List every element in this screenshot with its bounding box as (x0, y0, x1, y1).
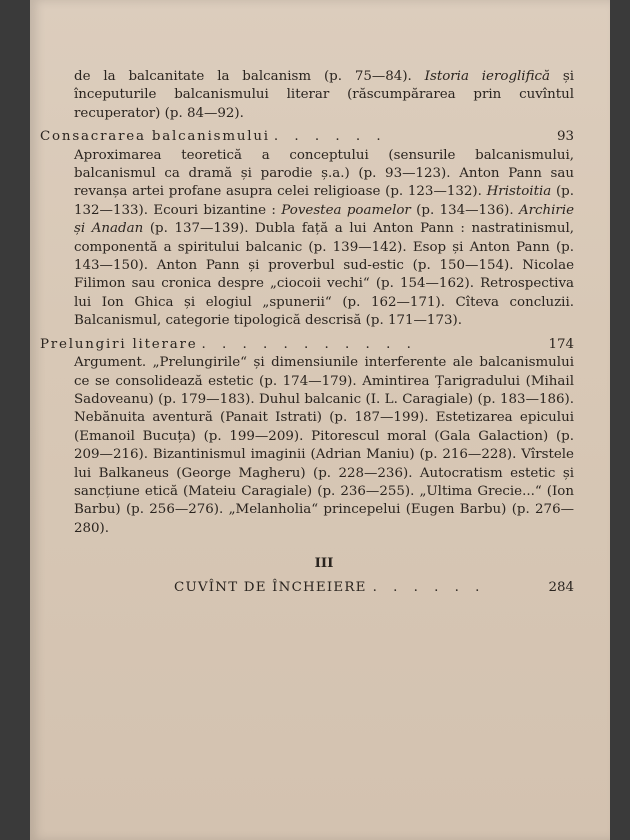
body-text: Aproximarea teoretică a conceptului (sensurile balcanismului, balcanismul ca dramă și parodie ș.a.) (p. 93—123). Anton Pann sau revanșa artei profane asupra celei religioase (p. 123—132). (74, 147, 574, 200)
page-number: 174 (548, 336, 574, 352)
italic-work-title: Hristoitia (486, 184, 552, 200)
body-text: Argument. „Prelungirile“ și dimensiunile interferente ale balcanismului ce se consolidează estetic (p. 174—179). Amintirea Țarigradului (Mihail Sadoveanu) (p. 179—183). Duhul balcanic (I. L. Caragiale) (p. 183—186). Nebănuita aventură (Panait Istrati) (p. 187—199). Estetizarea epicului (Emanoil Bucuța) (p. 199—209). Pitorescul moral (Gala Galaction) (p. 209—216). Bizantinismul imaginii (Adrian Maniu) (p. 216—228). Vîrstele lui Balkaneus (George Magheru) (p. 228—236). Autocratism estetic și sancțiune etică (Mateiu Caragiale) (p. 236—255). „Ultima Grecie...“ (Ion Barbu) (p. 256—276). „Melanholia“ princepelui (Eugen Barbu) (p. 276—280). (74, 355, 574, 536)
page-number: 93 (556, 129, 574, 145)
closing-title: CUVÎNT DE ÎNCHEIERE (174, 579, 367, 595)
toc-entry-closing (74, 579, 574, 597)
leader-dots: . . . . . . (273, 129, 387, 145)
section-body (74, 354, 574, 538)
section-body (74, 147, 574, 331)
book-page (30, 0, 610, 840)
part-number: III (314, 555, 334, 572)
section-title: Consacrarea balcanismului (40, 129, 270, 145)
italic-work-title: Archirie și Anadan (74, 202, 575, 237)
page-number: 284 (548, 579, 574, 595)
table-of-contents (40, 68, 575, 597)
italic-work-title: Povestea poamelor (281, 202, 411, 218)
toc-entry-consacrarea (40, 128, 575, 330)
intro-paragraph (74, 68, 574, 123)
body-text: (p. 134—136). (410, 202, 519, 218)
section-title: Prelungiri literare (40, 336, 198, 352)
leader-dots: . . . . . . (372, 579, 486, 595)
intro-text-1: de la balcanitate la balcanism (p. 75—84). (74, 69, 412, 84)
intro-italic-title: Istoria ieroglifică (424, 69, 550, 84)
body-text: (p. 137—139). Dubla față a lui Anton Pann : nastratinismul, componentă a spiritului balcanic (p. 139—142). Esop și Anton Pann (p. 143—150). Anton Pann și proverbul sud-estic (p. 150—154). Nicolae Filimon sau cronica despre „ciocoii vechi“ (p. 154—162). Retrospectiva lui Ion Ghica și elogiul „spunerii“ (p. 162—171). Cîteva concluzii. Balcanismul, categorie tipologică descrisă (p. 171—173). (74, 221, 574, 329)
toc-heading (40, 336, 574, 354)
leader-dots: . . . . . . . . . . . (201, 336, 417, 352)
toc-heading (40, 128, 574, 146)
toc-entry-prelungiri (40, 336, 574, 538)
intro-text-2: și începuturile balcanismului literar (răscumpărarea prin cuvîntul recuperator) (p. 84—92). (74, 69, 575, 121)
body-text: (p. 132—133). Ecouri bizantine : (74, 184, 574, 218)
